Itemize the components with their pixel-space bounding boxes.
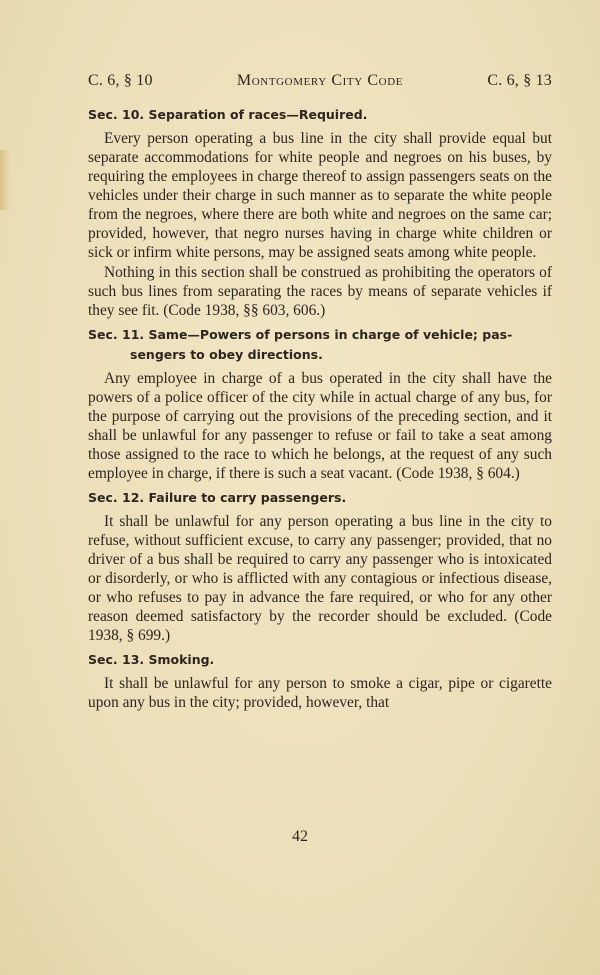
header-title: Montgomery City Code	[236, 72, 404, 89]
page-body	[88, 105, 552, 713]
sec-12-para-1: It shall be unlawful for any person operating a bus line in the city to refuse, without sufficient excuse, to carry any passenger; provided, that no driver of a bus shall be required to carry any passenger who is intoxicated or disorderly, or who is afflicted with any contagious or infectious disease, or who refuses to pay in advance the fare required, or who for any other reason deemed satisfactory by the recorder should be excluded. (Code 1938, § 699.)	[88, 513, 552, 644]
sec-12-heading: Sec. 12. Failure to carry passengers.	[88, 490, 347, 505]
sec-11-heading-line-1: Sec. 11. Same—Powers of persons in charge of vehicle; pas-	[88, 327, 513, 342]
page-number: 42	[292, 828, 308, 845]
running-header	[88, 72, 552, 92]
sec-11-heading-line-2: sengers to obey directions.	[130, 347, 323, 362]
header-left: C. 6, § 10	[88, 72, 153, 89]
sec-10-para-1: Every person operating a bus line in the city shall provide equal but separate accommodations for white people and negroes on his buses, by requiring the employees in charge thereof to assign passengers seats on the vehicles under their charge in such manner as to separate the white people from the negroes, where there are both white and negroes on the same car; provided, however, that negro nurses having in charge white children or sick or infirm white persons, may be assigned seats among white people.	[88, 130, 552, 261]
sec-11-para-1: Any employee in charge of a bus operated in the city shall have the powers of a police officer of the city while in actual charge of any bus, for the purpose of carrying out the provisions of the preceding section, and it shall be unlawful for any passenger to refuse or fail to take a seat among those assigned to the race to which he belongs, at the request of any such employee in charge, if there is such a seat vacant. (Code 1938, § 604.)	[88, 370, 552, 482]
sec-13-para-1: It shall be unlawful for any person to smoke a cigar, pipe or cigarette upon any bus in the city; provided, however, that	[88, 675, 552, 711]
paper-stain	[0, 150, 10, 210]
sec-10-para-2: Nothing in this section shall be construed as prohibiting the operators of such bus lines from separating the races by means of separate vehicles if they see fit. (Code 1938, §§ 603, 606.)	[88, 264, 552, 319]
sec-13-heading: Sec. 13. Smoking.	[88, 652, 215, 667]
sec-10-heading: Sec. 10. Separation of races—Required.	[88, 107, 368, 122]
sec-11-heading	[88, 325, 552, 365]
header-right: C. 6, § 13	[487, 72, 552, 89]
